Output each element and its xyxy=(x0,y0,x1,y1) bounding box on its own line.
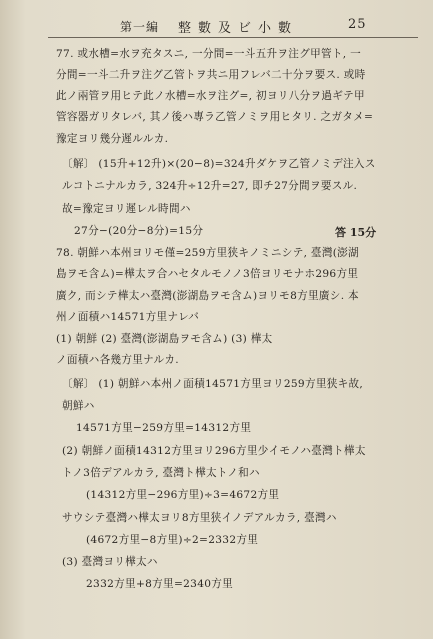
header-divider xyxy=(48,37,418,38)
solution-77-equation: 27分−(20分−8分)=15分 xyxy=(74,225,204,237)
answer-77: 答 15分 xyxy=(335,226,377,239)
problem-77-line-2: 分間=一斗二升ヲ注グ乙管トヲ共ニ用フレバ二十分ヲ要ス. 或時 xyxy=(56,69,366,81)
problem-78-line-2: 島ヲモ含ム)=樺太ヲ合ハセタルモノノ3倍ヨリモナホ296方里 xyxy=(56,268,359,280)
problem-78-line-6: ノ面積ハ各幾方里ナルカ. xyxy=(56,354,179,366)
solution-78-line-6: (3) 臺灣ヨリ樺太ハ xyxy=(62,556,158,568)
solution-78-line-4: トノ3倍デアルカラ, 臺灣ト樺太トノ和ハ xyxy=(62,467,260,479)
problem-78-line-5: (1) 朝鮮 (2) 臺灣(澎湖島ヲモ含ム) (3) 樺太 xyxy=(56,333,273,345)
solution-78-line-3: (2) 朝鮮ノ面積14312方里ヨリ296方里少イモノハ臺灣ト樺太 xyxy=(62,445,366,457)
solution-78-equation-4: 2332方里+8方里=2340方里 xyxy=(86,578,234,590)
problem-78-line-1: 78. 朝鮮ハ本州ヨリモ僅=259方里狭キノミニシテ, 臺灣(澎湖 xyxy=(56,247,359,259)
problem-77-line-3: 此ノ兩管ヲ用ヒテ此ノ水槽=水ヲ注グ=, 初ヨリ八分ヲ過ギテ甲 xyxy=(56,90,365,102)
solution-78-line-1: 〔解〕 (1) 朝鮮ハ本州ノ面積14571方里ヨリ259方里狭キ故, xyxy=(62,378,364,390)
solution-78-line-5: サウシテ臺灣ハ樺太ヨリ8方里狭イノデアルカラ, 臺灣ハ xyxy=(62,512,337,524)
chapter-title: 整數及ビ小數 xyxy=(178,21,299,36)
solution-78-line-2: 朝鮮ハ xyxy=(62,400,95,412)
solution-77-line-3: 故=豫定ヨリ遲レル時間ハ xyxy=(62,203,191,215)
solution-78-equation-3: (4672方里−8方里)÷2=2332方里 xyxy=(86,534,259,546)
solution-78-equation-1: 14571方里−259方里=14312方里 xyxy=(76,422,252,434)
solution-77-line-2: ルコトニナルカラ, 324升÷12升=27, 即チ27分間ヲ要スル. xyxy=(62,180,358,192)
running-header xyxy=(120,16,420,36)
page-number: 25 xyxy=(348,17,367,32)
problem-78-line-4: 州ノ面積ハ14571方里ナレバ xyxy=(56,311,200,323)
problem-77-line-4: 管容器ガリタレバ, 其ノ後ハ專ラ乙管ノミヲ用ヒタリ. 之ガタメ= xyxy=(56,111,374,123)
solution-78-equation-2: (14312方里−296方里)÷3=4672方里 xyxy=(86,489,280,501)
problem-78-line-3: 廣ク, 而シテ樺太ハ臺灣(澎湖島ヲモ含ム)ヨリモ8方里廣シ. 本 xyxy=(56,290,359,302)
problem-77-line-1: 77. 或水槽=水ヲ充タスニ, 一分間=一斗五升ヲ注グ甲管ト, 一 xyxy=(56,48,361,60)
solution-77-line-1: 〔解〕 (15升+12升)×(20−8)=324升ダケヲ乙管ノミデ注入ス xyxy=(62,158,376,170)
chapter-label: 第一編 xyxy=(120,20,160,34)
problem-77-line-5: 豫定ヨリ幾分遲ルルカ. xyxy=(56,133,169,145)
